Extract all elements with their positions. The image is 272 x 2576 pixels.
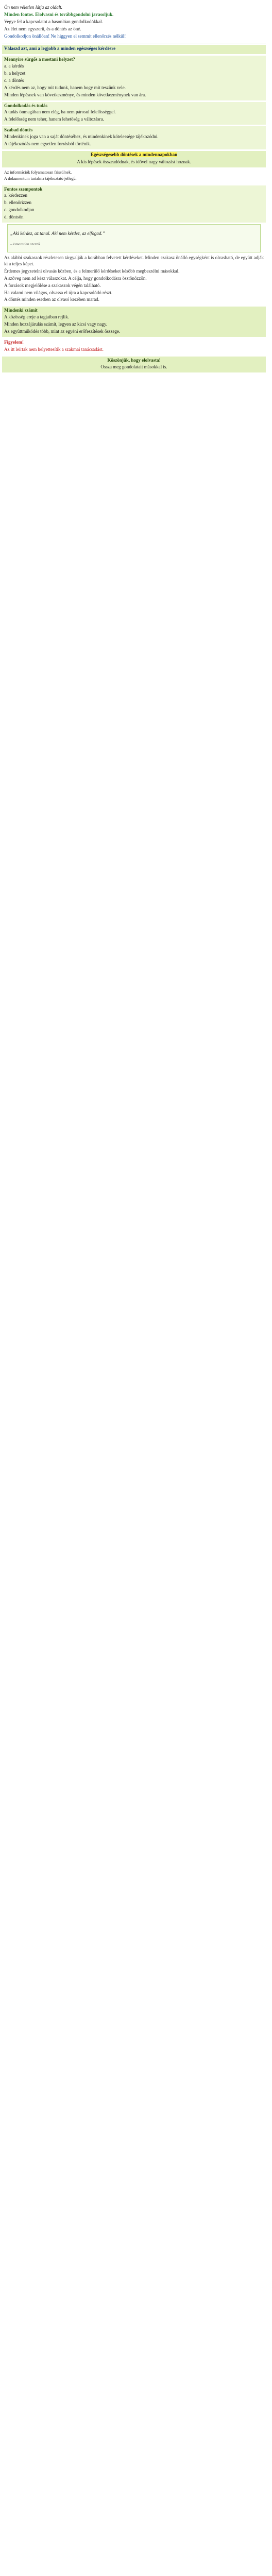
- end-text: Ossza meg gondolatait másokkal is.: [100, 364, 167, 370]
- mid-paragraph: Minden hozzájárulás számít, legyen az kicsi vagy nagy.: [4, 321, 108, 327]
- body-paragraph: A szöveg nem ad kész válaszokat. A célja, hogy gondolkodásra ösztönözzön.: [4, 275, 147, 281]
- section-paragraph: Minden lépésnek van következménye, és minden következménynek van ára.: [4, 92, 146, 97]
- highlight-text: Egészségesebb döntések a mindennapokban: [90, 151, 178, 157]
- document-page: [0, 0, 268, 384]
- intro-line: Ön nem véletlen látja az oldalt.: [4, 5, 62, 10]
- list-item: b. ellenőrizzen: [4, 200, 31, 206]
- notice-block: [2, 338, 266, 355]
- section-1: [2, 56, 266, 100]
- section-heading: Mennyire sürgős a mostani helyzet?: [4, 57, 75, 62]
- section-2: [2, 102, 266, 125]
- note-line: A dokumentum tartalma tájékoztató jellegű.: [4, 176, 77, 181]
- section-paragraph: A felelősség nem teher, hanem lehetőség a változásra.: [4, 116, 104, 122]
- headline: Válaszd azt, ami a legjobb a minden egészséges kérdésre: [4, 46, 116, 52]
- highlight-title: [4, 152, 264, 158]
- intro-block: [2, 4, 266, 41]
- quote-reference: – ismeretlen szerző: [10, 241, 40, 246]
- section-heading: Gondolkodás és tudás: [4, 103, 48, 108]
- intro-line: Vegye fel a kapcsolatot a hasonlóan gondolkodókkal.: [4, 19, 103, 24]
- notes-block: [2, 169, 266, 184]
- body-paragraph: Az alábbi szakaszok részletesen tárgyalják a korábban felvetett kérdéseket. Minden szakasz önálló egységként is olvasható, de együtt adják ki a teljes képet.: [4, 255, 264, 267]
- bullet-item: c. a döntés: [4, 77, 24, 83]
- section-paragraph: A kérdés nem az, hogy mit tudunk, hanem hogy mit teszünk vele.: [4, 84, 126, 90]
- intro-line: Az élet nem egyszerű, és a döntés az öné.: [4, 26, 81, 31]
- notice-text: Az itt leírtak nem helyettesítik a szakmai tanácsadást.: [4, 346, 104, 352]
- mid-paragraph: A közösség ereje a tagjaiban rejlik.: [4, 314, 69, 320]
- bullet-item: b. a helyzet: [4, 71, 26, 76]
- body-paragraph: Érdemes jegyzetelni olvasás közben, és a felmerülő kérdéseket később megbeszélni másokkal.: [4, 268, 180, 274]
- body-block: [2, 254, 266, 305]
- section-heading: Szabad döntés: [4, 127, 33, 133]
- body-paragraph: A döntés minden esetben az olvasó kezében marad.: [4, 297, 99, 302]
- intro-line: Minden fontos. Elolvasni és továbbgondolni javasoljuk.: [4, 11, 114, 17]
- mid-band: [2, 307, 266, 337]
- body-paragraph: Ha valami nem világos, olvassa el újra a kapcsolódó részt.: [4, 290, 113, 295]
- section-paragraph: A tudás önmagában nem elég, ha nem párosul felelősséggel.: [4, 109, 116, 115]
- section-paragraph: A tájékozódás nem egyetlen forrásból történik.: [4, 141, 91, 146]
- body-paragraph: A források megjelölése a szakaszok végén található.: [4, 282, 101, 288]
- highlight-subtitle: A kis lépések összeadódnak, és idővel nagy változást hoznak.: [77, 159, 191, 164]
- quote-box: [7, 224, 261, 252]
- highlight-band: [2, 151, 266, 167]
- list-item: c. gondolkodjon: [4, 207, 35, 213]
- section-3: [2, 126, 266, 149]
- quote-text: „Aki kérdez, az tanul. Aki nem kérdez, az elfogad.”: [10, 230, 105, 236]
- list-heading: Fontos szempontok: [4, 186, 43, 192]
- note-line: Az információk folyamatosan frissülnek.: [4, 170, 72, 175]
- mid-paragraph: Az együttműködés több, mint az egyéni erőfeszítések összege.: [4, 328, 121, 334]
- end-band: [2, 357, 266, 373]
- end-title: Köszönjük, hogy elolvasta!: [107, 357, 161, 363]
- bullet-item: a. a kérdés: [4, 63, 24, 69]
- list-item: d. döntsön: [4, 214, 24, 220]
- notice-title: Figyelem!: [4, 339, 24, 345]
- mid-headline: Mindenki számít: [4, 308, 38, 313]
- section-paragraph: Mindenkinek joga van a saját döntéséhez, és mindenkinek kötelessége tájékozódni.: [4, 134, 159, 139]
- list-band: [2, 185, 266, 223]
- headline-band: [2, 45, 266, 54]
- intro-line: Gondolkodjon önállóan! Ne higgyen el semmit ellenőrzés nélkül!: [4, 33, 126, 39]
- list-item: a. kérdezzen: [4, 193, 27, 198]
